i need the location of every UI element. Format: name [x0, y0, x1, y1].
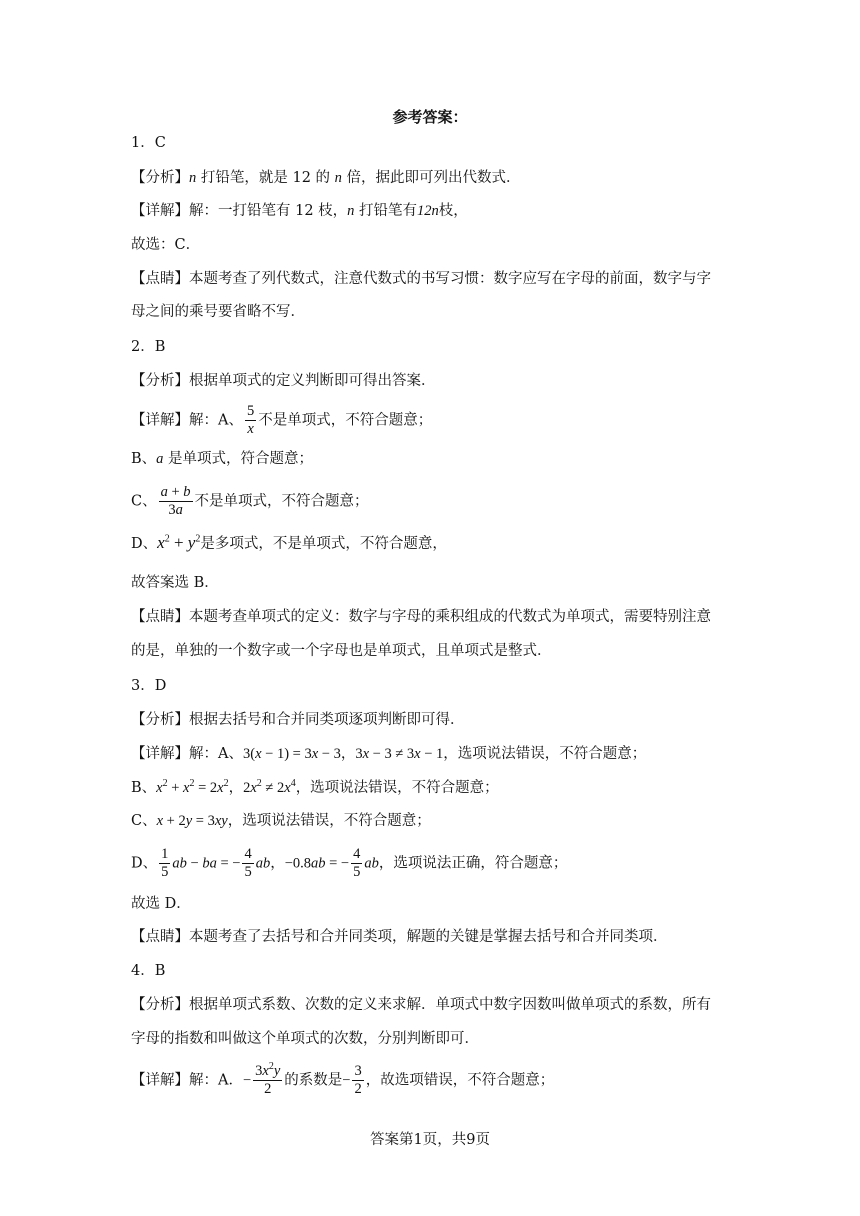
- fraction-4-over-5-b: $\frac{4}{5}$: [353, 846, 361, 880]
- fraction-3x2y-over-2: $\frac{3x^2y}{2}$: [255, 1061, 281, 1097]
- q2-answer: 2．B: [131, 339, 166, 355]
- q3-answer: 3．D: [131, 678, 167, 694]
- q2-comment-cont: 的是，单独的一个数字或一个字母也是单项式，且单项式是整式．: [131, 643, 552, 659]
- q3-choose: 故选 D．: [131, 896, 191, 912]
- q2-detail-d: D、$x^2 + y^2$是多项式，不是单项式，不符合题意，: [131, 533, 447, 552]
- fraction-4-over-5: $\frac{4}{5}$: [244, 846, 252, 880]
- q3-detail-d: D、 $\frac{1}{5}$ ab − ba = − $\frac{4}{5}$ ab，−0.8ab = − $\frac{4}{5}$ ab，选项说法正确，符合题意；: [131, 846, 568, 880]
- q1-comment-cont: 母之间的乘号要省略不写．: [131, 304, 305, 320]
- q1-answer: 1．C: [131, 135, 166, 151]
- fraction-1-over-5: $\frac{1}{5}$: [161, 846, 169, 880]
- q2-analysis: 【分析】根据单项式的定义判断即可得出答案．: [131, 373, 436, 389]
- fraction-5-over-x: $\frac{5}{x}$: [246, 403, 255, 437]
- q3-analysis: 【分析】根据去括号和合并同类项逐项判断即可得．: [131, 712, 465, 728]
- fraction-a-plus-b-over-3a: $\frac{a + b}{3a}$: [160, 484, 191, 518]
- q2-comment: 【点睛】本题考查单项式的定义：数字与字母的乘积组成的代数式为单项式，需要特别注意: [131, 609, 711, 625]
- q2-detail-c: C、 $\frac{a + b}{3a}$ 不是单项式，不符合题意；: [131, 484, 369, 518]
- fraction-3-over-2: $\frac{3}{2}$: [354, 1063, 362, 1097]
- q3-detail-a: 【详解】解：A、3(x − 1) = 3x − 3，3x − 3 ≠ 3x − 1，选项说法错误，不符合题意；: [131, 746, 647, 762]
- page-title: 参考答案：: [392, 108, 468, 126]
- q1-analysis: 【分析】n 打铅笔，就是 12 的 n 倍，据此即可列出代数式．: [131, 170, 521, 186]
- q4-detail-a: 【详解】解：A．− $\frac{3x^2y}{2}$ 的系数是− $\frac{3}{2}$ ，故选项错误，不符合题意；: [131, 1061, 555, 1097]
- q1-detail: 【详解】解：一打铅笔有 12 枝，n 打铅笔有12n枝，: [131, 203, 468, 219]
- q2-detail-b: B、a 是单项式，符合题意；: [131, 451, 314, 467]
- q3-detail-b: B、$x^2 + x^2 = 2x^2$，$2x^2 \ne 2x^4$，选项说法错误，不符合题意；: [131, 778, 499, 796]
- q2-detail-a: 【详解】解：A、 $\frac{5}{x}$ 不是单项式，不符合题意；: [131, 403, 433, 437]
- page-footer: 答案第1页，共9页: [370, 1132, 490, 1148]
- q1-choose: 故选：C．: [131, 237, 201, 253]
- q3-comment: 【点睛】本题考查了去括号和合并同类项，解题的关键是掌握去括号和合并同类项．: [131, 929, 668, 945]
- q4-analysis: 【分析】根据单项式系数、次数的定义来求解．单项式中数字因数叫做单项式的系数，所有: [131, 997, 711, 1013]
- q2-choose: 故答案选 B．: [131, 575, 219, 591]
- q3-detail-c: C、x + 2y = 3xy，选项说法错误，不符合题意；: [131, 813, 431, 829]
- q4-analysis-cont: 字母的指数和叫做这个单项式的次数，分别判断即可．: [131, 1031, 479, 1047]
- q4-answer: 4．B: [131, 963, 166, 979]
- q1-comment: 【点睛】本题考查了列代数式，注意代数式的书写习惯：数字应写在字母的前面，数字与字: [131, 271, 711, 287]
